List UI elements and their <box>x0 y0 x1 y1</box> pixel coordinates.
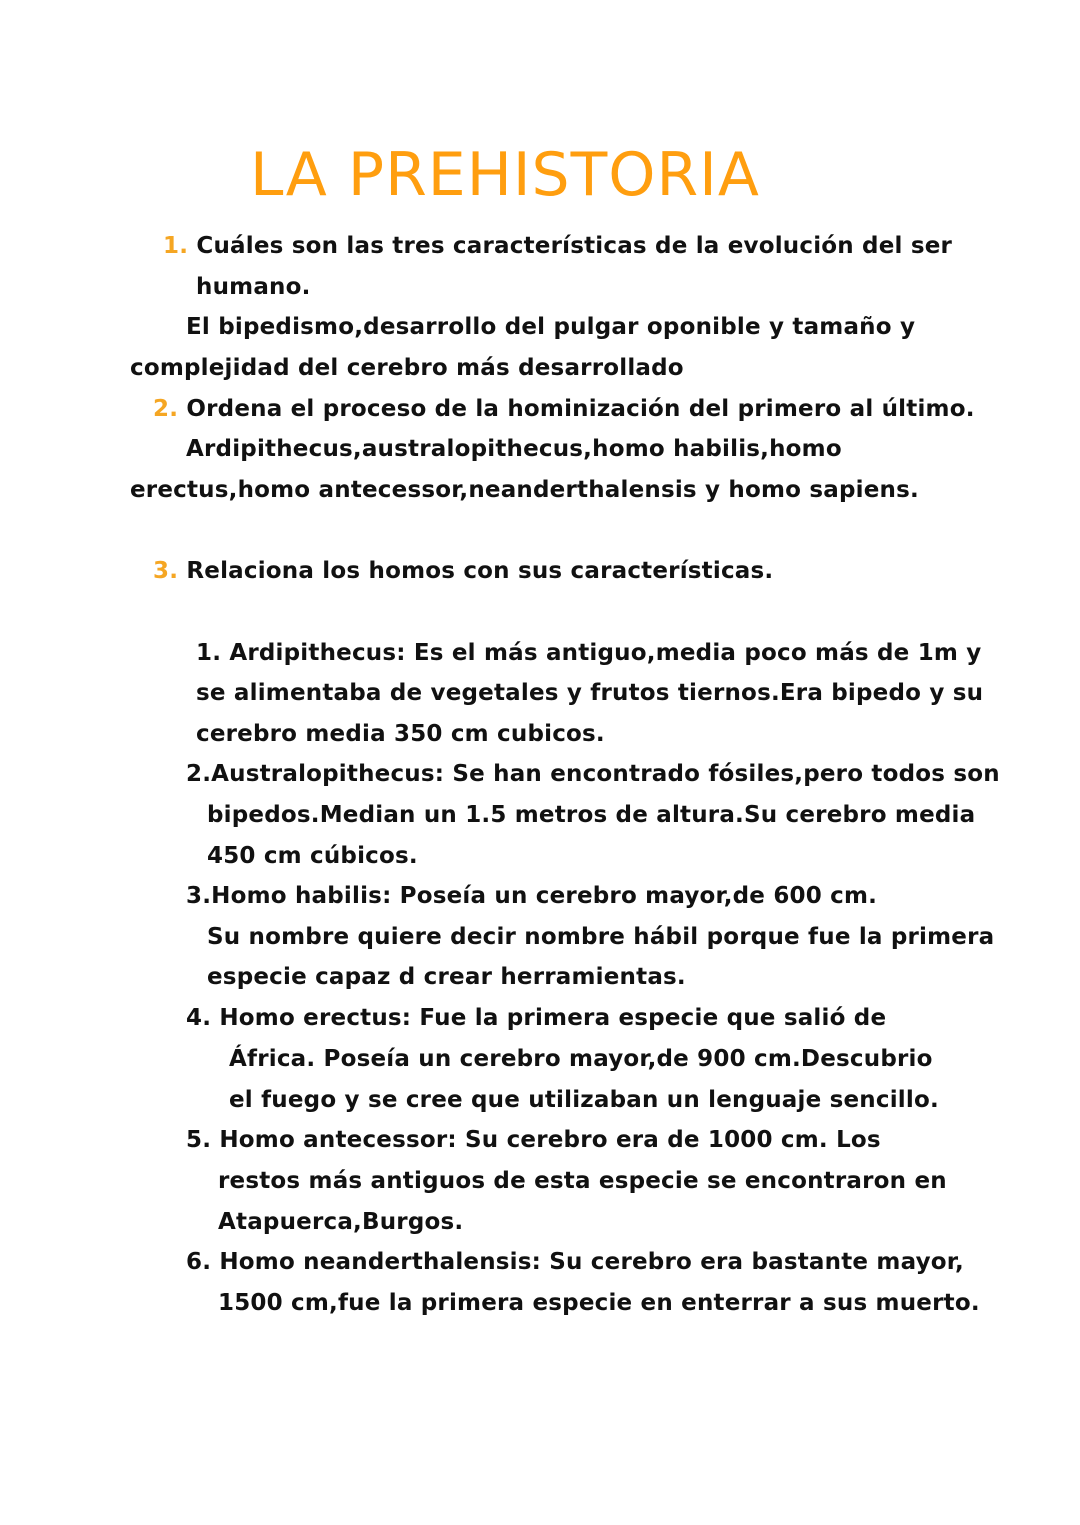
list-item-4-line-2: África. Poseía un cerebro mayor,de 900 cm.Descubrio <box>229 1046 933 1072</box>
list-item-5-line-1: 5. Homo antecessor: Su cerebro era de 1000 cm. Los <box>186 1127 881 1153</box>
list-item-4-line-1: 4. Homo erectus: Fue la primera especie que salió de <box>186 1005 887 1031</box>
question-1 <box>163 230 952 262</box>
list-item-4-line-3: el fuego y se cree que utilizaban un lenguaje sencillo. <box>229 1087 939 1113</box>
question-3 <box>153 555 773 587</box>
question-text: Relaciona los homos con sus características. <box>186 558 774 584</box>
answer-1-line-1: El bipedismo,desarrollo del pulgar oponible y tamaño y <box>186 314 916 340</box>
answer-1-line-2: complejidad del cerebro más desarrollado <box>130 355 684 381</box>
list-item-3-line-1: 3.Homo habilis: Poseía un cerebro mayor,de 600 cm. <box>186 883 878 909</box>
list-item-1-line-1: 1. Ardipithecus: Es el más antiguo,media poco más de 1m y <box>196 640 982 666</box>
list-item-3-line-2: Su nombre quiere decir nombre hábil porque fue la primera <box>207 924 995 950</box>
list-item-6-line-1: 6. Homo neanderthalensis: Su cerebro era bastante mayor, <box>186 1249 964 1275</box>
question-number: 2. <box>153 396 179 422</box>
list-item-3-line-3: especie capaz d crear herramientas. <box>207 964 686 990</box>
list-item-5-line-3: Atapuerca,Burgos. <box>218 1209 464 1235</box>
list-item-5-line-2: restos más antiguos de esta especie se encontraron en <box>218 1168 947 1194</box>
list-item-2-line-2: bipedos.Median un 1.5 metros de altura.Su cerebro media <box>207 802 976 828</box>
question-text: Ordena el proceso de la hominización del primero al último. <box>186 396 975 422</box>
question-2 <box>153 393 975 425</box>
list-item-2-line-3: 450 cm cúbicos. <box>207 843 418 869</box>
question-1-line-2: humano. <box>196 274 311 300</box>
answer-2-line-2: erectus,homo antecessor,neanderthalensis y homo sapiens. <box>130 477 919 503</box>
answer-2-line-1: Ardipithecus,australopithecus,homo habilis,homo <box>186 436 842 462</box>
list-item-2-line-1: 2.Australopithecus: Se han encontrado fósiles,pero todos son <box>186 761 1000 787</box>
list-item-1-line-3: cerebro media 350 cm cubicos. <box>196 721 605 747</box>
question-text: Cuáles son las tres características de la evolución del ser <box>196 233 953 259</box>
list-item-1-line-2: se alimentaba de vegetales y frutos tiernos.Era bipedo y su <box>196 680 984 706</box>
list-item-6-line-2: 1500 cm,fue la primera especie en enterrar a sus muerto. <box>218 1290 980 1316</box>
question-number: 1. <box>163 233 189 259</box>
question-number: 3. <box>153 558 179 584</box>
page-title: LA PREHISTORIA <box>250 140 760 210</box>
